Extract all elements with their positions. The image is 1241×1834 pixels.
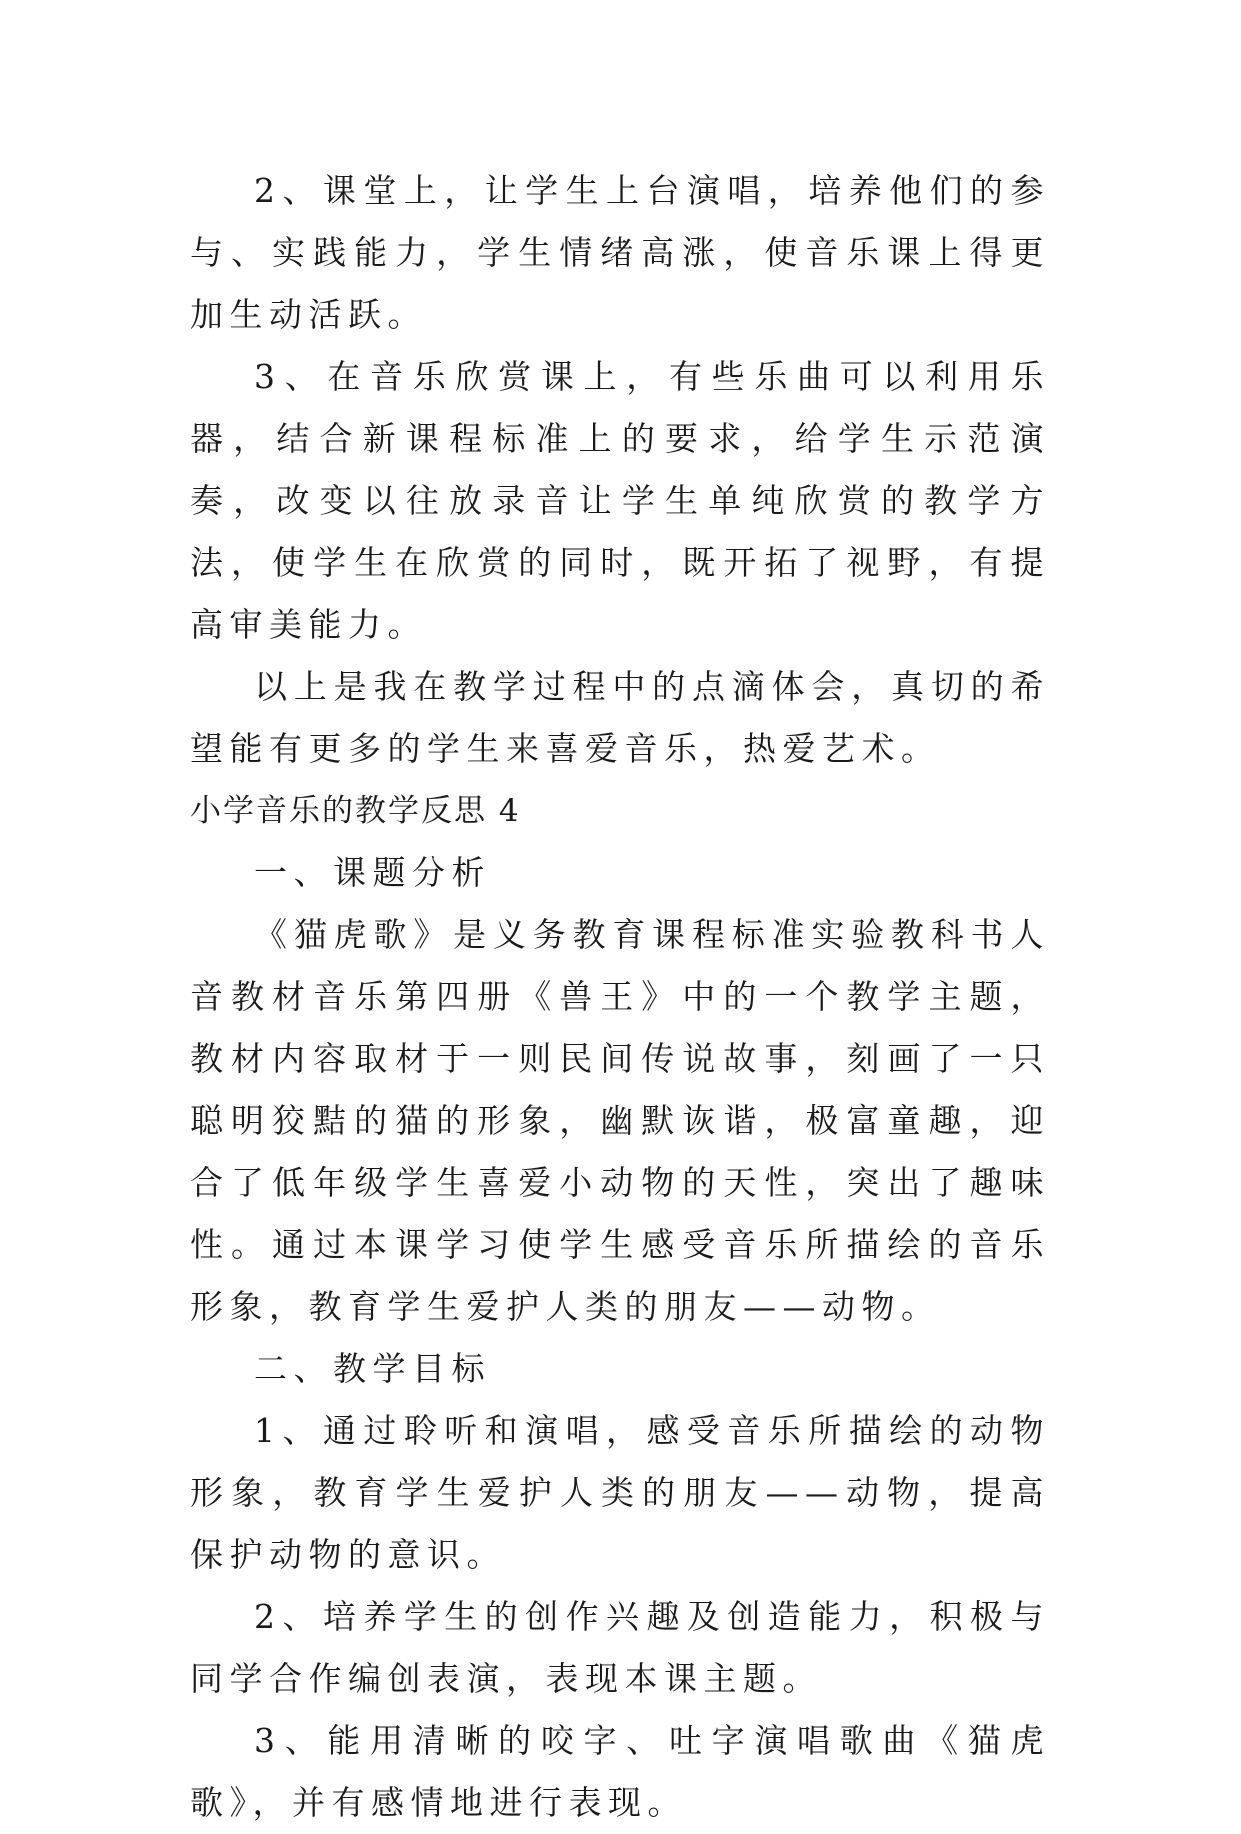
paragraph-conclusion: 以上是我在教学过程中的点滴体会，真切的希望能有更多的学生来喜爱音乐，热爱艺术。 <box>190 667 1050 768</box>
document-page <box>190 160 1050 1834</box>
paragraph-singing-practice: 2、课堂上，让学生上台演唱，培养他们的参与、实践能力，学生情绪高涨，使音乐课上得更加生动活跃。 <box>190 171 1050 334</box>
paragraph-topic-analysis: 《猫虎歌》是义务教育课程标准实验教科书人音教材音乐第四册《兽王》中的一个教学主题，教材内容取材于一则民间传说故事，刻画了一只聪明狡黠的猫的形象，幽默诙谐，极富童趣，迎合了低年级学生喜爱小动物的天性，突出了趣味性。通过本课学习使学生感受音乐所描绘的音乐形象，教育学生爱护人类的朋友——动物。 <box>190 915 1050 1326</box>
paragraph-goal-1: 1、通过聆听和演唱，感受音乐所描绘的动物形象，教育学生爱护人类的朋友——动物，提高保护动物的意识。 <box>190 1411 1050 1574</box>
paragraph-goal-2: 2、培养学生的创作兴趣及创造能力，积极与同学合作编创表演，表现本课主题。 <box>190 1597 1050 1698</box>
subheading-teaching-goals: 二、教学目标 <box>254 1349 491 1388</box>
section-title: 小学音乐的教学反思 4 <box>190 793 521 829</box>
subheading-topic-analysis: 一、课题分析 <box>254 853 491 892</box>
paragraph-goal-3: 3、能用清晰的咬字、吐字演唱歌曲《猫虎歌》，并有感情地进行表现。 <box>190 1721 1050 1822</box>
paragraph-music-appreciation: 3、在音乐欣赏课上，有些乐曲可以利用乐器，结合新课程标准上的要求，给学生示范演奏，改变以往放录音让学生单纯欣赏的教学方法，使学生在欣赏的同时，既开拓了视野，有提高审美能力。 <box>190 357 1050 644</box>
